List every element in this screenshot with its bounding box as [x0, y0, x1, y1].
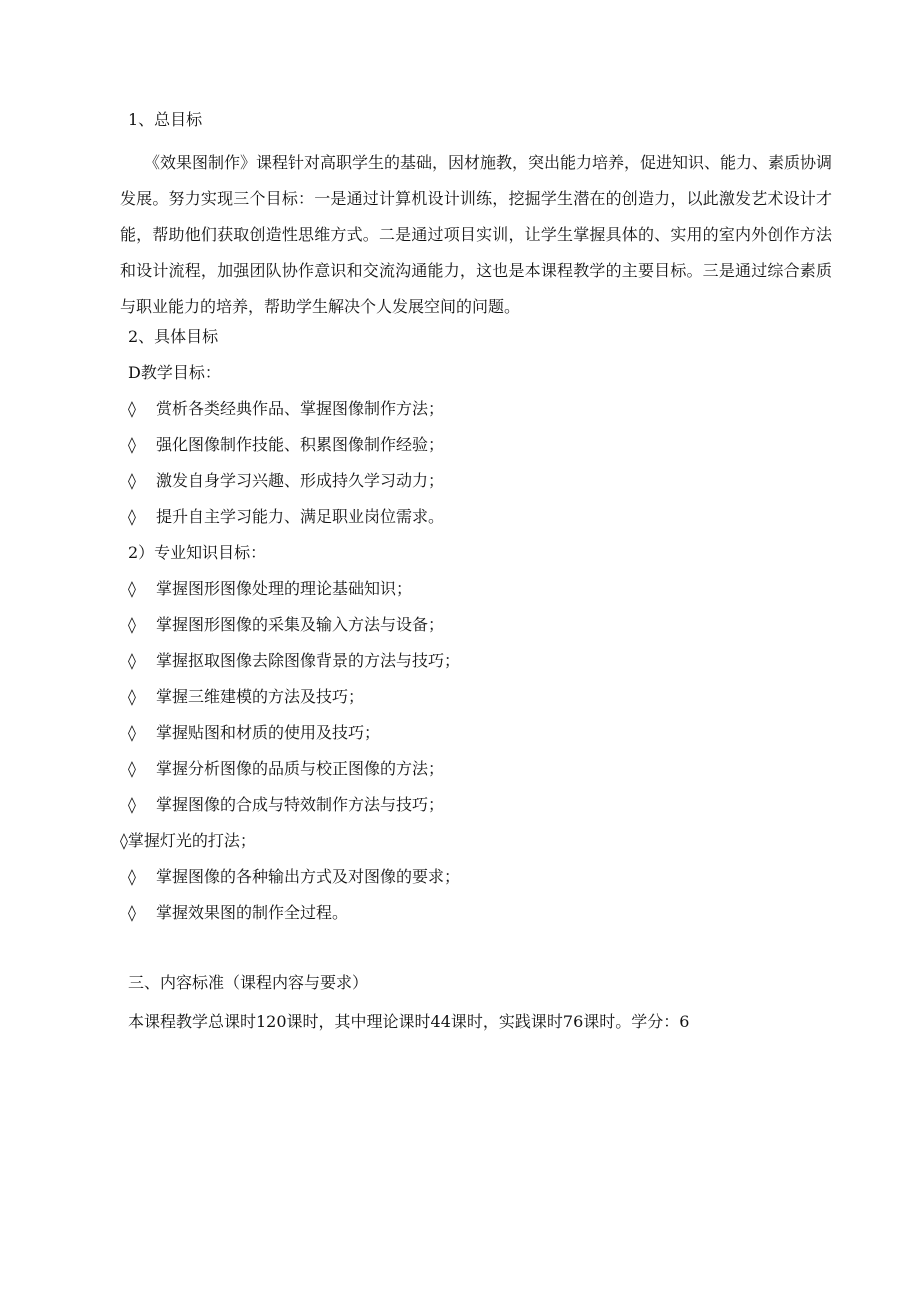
heading-overall-goal: 1、总目标	[128, 110, 203, 129]
list-item	[128, 795, 444, 815]
intro-paragraph: 《效果图制作》课程针对高职学生的基础，因材施教，突出能力培养，促进知识、能力、素质协调发展。努力实现三个目标：一是通过计算机设计训练，挖掘学生潜在的创造力，以此激发艺术设计才能，帮助他们获取创造性思维方式。二是通过项目实训，让学生掌握具体的、实用的室内外创作方法和设计流程，加强团队协作意识和交流沟通能力，这也是本课程教学的主要目标。三是通过综合素质与职业能力的培养，帮助学生解决个人发展空间的问题。	[120, 153, 833, 316]
heading-content-standard: 三、内容标准（课程内容与要求）	[128, 973, 369, 992]
diamond-bullet-icon: ◊	[128, 651, 136, 670]
list-item	[128, 723, 380, 743]
list-item-text: 掌握分析图像的品质与校正图像的方法；	[156, 759, 445, 778]
list-item	[128, 615, 444, 635]
list-item-text: 赏析各类经典作品、掌握图像制作方法；	[156, 399, 445, 418]
diamond-bullet-icon: ◊	[128, 795, 136, 814]
diamond-bullet-icon: ◊	[128, 579, 136, 598]
diamond-bullet-icon: ◊	[128, 507, 136, 526]
list-item-text: 掌握三维建模的方法及技巧；	[156, 687, 365, 706]
list-item	[128, 399, 444, 419]
list-item-inline: ◊掌握灯光的打法；	[120, 831, 256, 850]
list-item	[128, 903, 348, 923]
diamond-bullet-icon: ◊	[128, 759, 136, 778]
list-item-text: 强化图像制作技能、积累图像制作经验；	[156, 435, 445, 454]
list-item-text: 掌握图像的合成与特效制作方法与技巧；	[156, 795, 445, 814]
diamond-bullet-icon: ◊	[128, 615, 136, 634]
list-item	[128, 435, 444, 455]
list-item-text: 掌握贴图和材质的使用及技巧；	[156, 723, 381, 742]
list-item-text: 掌握效果图的制作全过程。	[156, 903, 349, 922]
diamond-bullet-icon: ◊	[128, 723, 136, 742]
list-item-text: 掌握图形图像处理的理论基础知识；	[156, 579, 413, 598]
list-item-text: 提升自主学习能力、满足职业岗位需求。	[156, 507, 445, 526]
list-item	[128, 687, 364, 707]
list-item	[128, 507, 444, 527]
list-item	[128, 651, 460, 671]
list-item	[128, 867, 460, 887]
list-item	[128, 471, 444, 491]
list-item	[128, 579, 412, 599]
list-item-text: 掌握图像的各种输出方式及对图像的要求；	[156, 867, 461, 886]
diamond-bullet-icon: ◊	[128, 903, 136, 922]
list-item-text: 激发自身学习兴趣、形成持久学习动力；	[156, 471, 445, 490]
list-item	[128, 759, 444, 779]
list-item-text: 掌握抠取图像去除图像背景的方法与技巧；	[156, 651, 461, 670]
diamond-bullet-icon: ◊	[128, 471, 136, 490]
course-hours-text: 本课程教学总课时120课时，其中理论课时44课时，实践课时76课时。学分：6	[128, 1012, 690, 1031]
teaching-goals-label: D教学目标：	[128, 363, 221, 382]
diamond-bullet-icon: ◊	[128, 435, 136, 454]
diamond-bullet-icon: ◊	[128, 867, 136, 886]
diamond-bullet-icon: ◊	[128, 687, 136, 706]
knowledge-goals-label: 2）专业知识目标：	[128, 543, 267, 562]
heading-specific-goals: 2、具体目标	[128, 327, 219, 346]
list-item-text: 掌握图形图像的采集及输入方法与设备；	[156, 615, 445, 634]
diamond-bullet-icon: ◊	[128, 399, 136, 418]
